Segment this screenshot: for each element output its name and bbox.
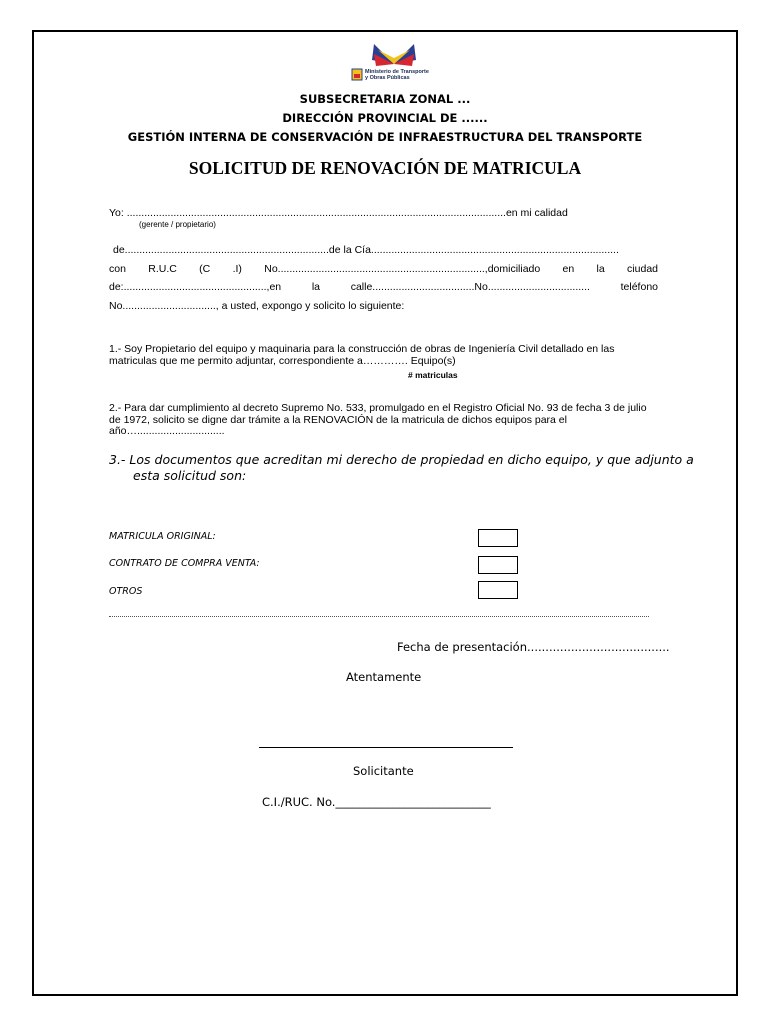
logo-text-line1: Ministerio de Transporte [365, 69, 429, 75]
document-title: SOLICITUD DE RENOVACIÓN DE MATRICULA [188, 158, 582, 178]
checkbox-contrato[interactable] [478, 556, 518, 574]
header-gestion: GESTIÓN INTERNA DE CONSERVACIÓN DE INFRAESTRUCTURA DEL TRANSPORTE [127, 130, 643, 144]
signature-line [259, 747, 513, 748]
header-subsecretaria: SUBSECRETARIA ZONAL ... [299, 92, 471, 106]
header-direccion: DIRECCIÓN PROVINCIAL DE ...... [282, 111, 488, 125]
paragraph-2: 2.- Para dar cumplimiento al decreto Supremo No. 533, promulgado en el Registro Oficial No. 93 de fecha 3 de julio de 1972, solicito se digne dar trámite a la RENOVACIÓN de la matricula de dichos equipos para el año….............................. [109, 402, 647, 437]
calle-line: de:.................................................,en la calle...................................No................................... teléfono [109, 281, 658, 293]
paragraph-3-line1: 3.- Los documentos que acreditan mi derecho de propiedad en dicho equipo, y que adjunto a [109, 452, 694, 467]
paragraph-3-line2: esta solicitud son: [133, 468, 247, 483]
yo-line: Yo: ..................................................................................................................................en mi calidad [109, 207, 568, 219]
solicitante: Solicitante [353, 764, 414, 778]
de-line: de......................................................................de la Cía..................................................................................... [113, 244, 619, 256]
fecha-presentacion: Fecha de presentación....................................... [397, 640, 670, 654]
atentamente: Atentamente [346, 670, 422, 684]
ci-ruc-field: C.I./RUC. No.___________________________ [262, 795, 491, 809]
doc-label-otros: OTROS [109, 586, 143, 597]
doc-label-matricula: MATRICULA ORIGINAL: [109, 531, 216, 542]
checkbox-otros[interactable] [478, 581, 518, 599]
paragraph-1-hint: # matriculas [408, 370, 458, 380]
ruc-line: con R.U.C (C .I) No.......................................................................,domiciliado en la ciudad [109, 263, 658, 275]
doc-label-contrato: CONTRATO DE COMPRA VENTA: [109, 558, 260, 569]
dotted-separator [109, 616, 649, 617]
yo-hint: (gerente / propietario) [139, 220, 216, 229]
logo-text [365, 69, 429, 81]
logo-text-line2: y Obras Públicas [365, 75, 410, 81]
checkbox-matricula[interactable] [478, 529, 518, 547]
paragraph-1: 1.- Soy Propietario del equipo y maquinaria para la construcción de obras de Ingeniería Civil detallado en las matriculas que me permito adjuntar, correspondiente a…………. Equipo(s) [109, 343, 615, 367]
no-line: No................................, a usted, expongo y solicito lo siguiente: [109, 300, 405, 312]
